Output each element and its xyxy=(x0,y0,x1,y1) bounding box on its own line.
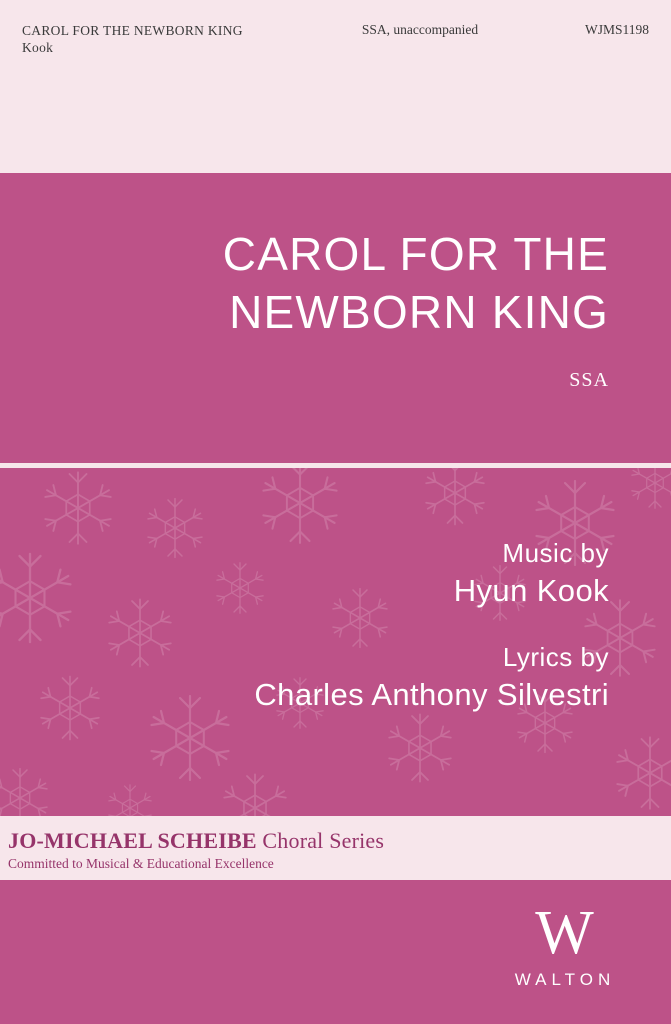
header-left-info xyxy=(22,22,312,56)
title-band xyxy=(0,173,671,463)
credits-band xyxy=(0,468,671,816)
lyricist-name: Charles Anthony Silvestri xyxy=(254,677,609,712)
header-row xyxy=(0,22,671,62)
music-by-label: Music by xyxy=(502,538,609,568)
publisher-logo xyxy=(495,899,635,990)
series-band xyxy=(0,816,671,880)
lyrics-by-label: Lyrics by xyxy=(502,642,609,672)
series-name-rest: Choral Series xyxy=(256,828,385,853)
publisher-name: WALTON xyxy=(514,970,616,989)
cover-title-line-2: NEWBORN KING xyxy=(229,286,609,338)
cover-title-line-1: CAROL FOR THE xyxy=(222,228,609,280)
walton-monogram-icon: W xyxy=(535,899,595,967)
header-band xyxy=(0,0,671,173)
series-tagline: Committed to Musical & Educational Excellence xyxy=(8,856,274,871)
header-voicing: SSA, unaccompanied xyxy=(361,22,479,37)
header-catalog-number: WJMS1198 xyxy=(584,22,649,37)
header-title: CAROL FOR THE NEWBORN KING xyxy=(22,23,243,38)
composer-name: Hyun Kook xyxy=(453,573,609,608)
cover-voicing: SSA xyxy=(569,369,609,391)
header-composer: Kook xyxy=(22,40,54,55)
series-name-bold: JO-MICHAEL SCHEIBE xyxy=(8,828,257,853)
credits xyxy=(0,536,640,744)
cover-title xyxy=(0,225,640,341)
series-name xyxy=(8,828,384,854)
footer-band xyxy=(0,880,671,1024)
